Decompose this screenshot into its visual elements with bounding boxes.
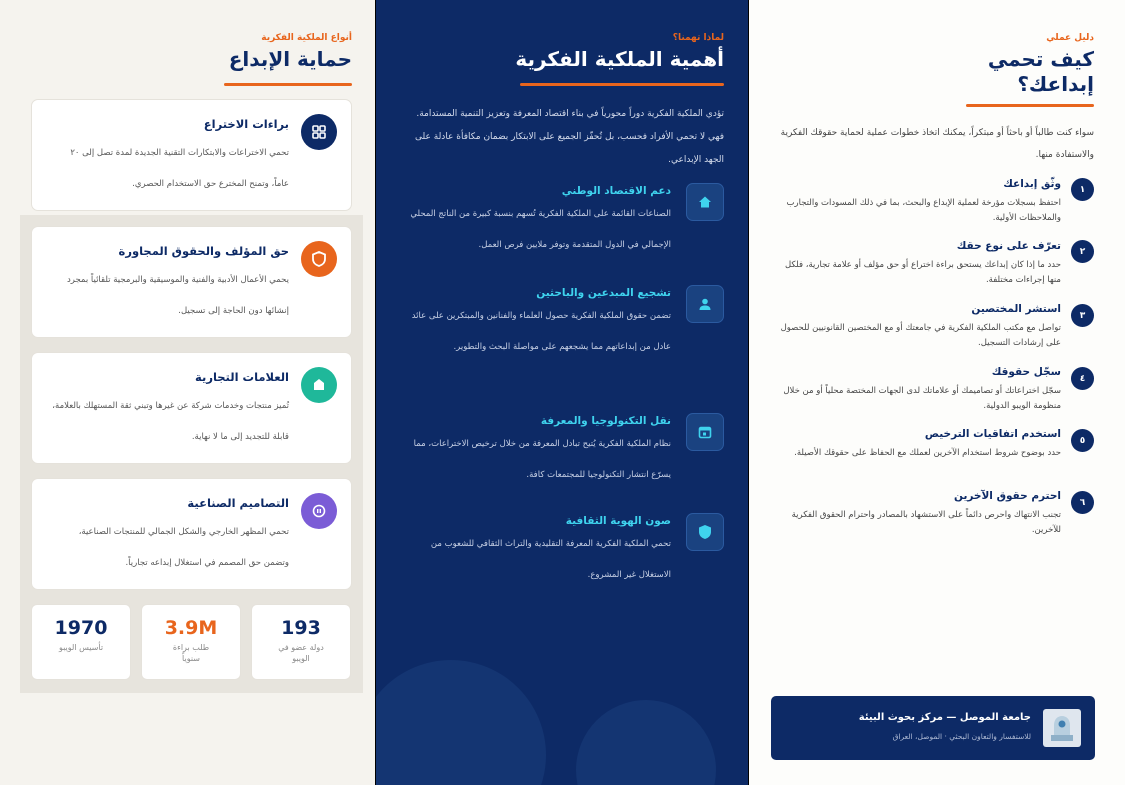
feature-description: نظام الملكية الفكرية يُتيح تبادل المعرفة من خلال ترخيص الاختراعات، مما يسرّع انتشار التكنولوجيا للمجتمعات كافة. bbox=[413, 439, 671, 480]
user-icon bbox=[686, 285, 724, 323]
shield-icon bbox=[686, 513, 724, 551]
left-panel bbox=[0, 0, 375, 785]
card-description: تحمي الاختراعات والابتكارات التقنية الجديدة لمدة تصل إلى ٢٠ عاماً، وتمنح المخترع حق الاستخدام الحصري. bbox=[70, 148, 289, 189]
step-description: حدد ما إذا كان إبداعك يستحق براءة اختراع أو حق مؤلف أو علامة تجارية، فلكل منها إجراءات مختلفة. bbox=[785, 260, 1061, 285]
right-title-line2: إبداعك؟ bbox=[1017, 72, 1094, 96]
university-logo bbox=[1043, 709, 1081, 747]
right-title bbox=[988, 47, 1094, 97]
right-intro: سواء كنت طالباً أو باحثاً أو مبتكراً، يمكنك اتخاذ خطوات عملية لحماية حقوقك الفكرية والاستفادة منها. bbox=[780, 128, 1094, 160]
design-icon bbox=[301, 493, 337, 529]
feature-description: الصناعات القائمة على الملكية الفكرية تُسهم بنسبة كبيرة من الناتج المحلي الإجمالي في الدول المتقدمة وتوفر ملايين فرص العمل. bbox=[410, 209, 671, 250]
card-title: براءات الاختراع bbox=[203, 117, 289, 131]
feature-description: تحمي الملكية الفكرية المعرفة التقليدية والتراث الثقافي للشعوب من الاستغلال غير المشروع. bbox=[430, 539, 671, 580]
shield-icon bbox=[301, 241, 337, 277]
left-kicker: أنواع الملكية الفكرية bbox=[261, 33, 352, 43]
stat-value: 3.9M bbox=[164, 617, 218, 639]
step-title: احترم حقوق الآخرين bbox=[954, 490, 1061, 502]
decorative-circle bbox=[576, 700, 716, 785]
stat-label: تأسيس الويبو bbox=[58, 643, 104, 652]
step-number: ٦ bbox=[1071, 491, 1094, 514]
middle-intro: تؤدي الملكية الفكرية دوراً محورياً في بناء اقتصاد المعرفة وتعزيز التنمية المستدامة. فهي لا تحمي الأفراد فحسب، بل تُحفّز الجميع على الابتكار بضمان مكافأة عادلة على الجهد الإبداعي. bbox=[415, 109, 724, 165]
card-description: يحمي الأعمال الأدبية والفنية والموسيقية والبرمجية تلقائياً بمجرد إنشائها دون الحاجة إلى تسجيل. bbox=[66, 275, 289, 316]
middle-panel bbox=[376, 0, 748, 785]
step-description: تجنب الانتهاك واحرص دائماً على الاستشهاد بالمصادر واحترام الحقوق الفكرية للآخرين. bbox=[791, 510, 1061, 535]
feature-title: صون الهوية الثقافية bbox=[565, 515, 671, 527]
step-number: ٣ bbox=[1071, 304, 1094, 327]
step-title: تعرّف على نوع حقك bbox=[956, 240, 1061, 252]
stat-founded bbox=[31, 604, 131, 680]
step-title: استشر المختصين bbox=[971, 303, 1061, 315]
middle-kicker: لماذا تهمنا؟ bbox=[672, 33, 724, 43]
stat-value: 193 bbox=[281, 617, 321, 639]
card-patents bbox=[31, 99, 352, 211]
footer-contact-box bbox=[771, 696, 1095, 760]
feature-title: دعم الاقتصاد الوطني bbox=[561, 185, 671, 197]
middle-title-underline bbox=[520, 83, 724, 86]
calendar-icon bbox=[686, 413, 724, 451]
card-copyright bbox=[31, 226, 352, 338]
card-industrial-designs bbox=[31, 478, 352, 590]
stat-applications bbox=[141, 604, 241, 680]
stat-label: دولة عضو في الويبو bbox=[278, 643, 324, 663]
card-description: تُميز منتجات وخدمات شركة عن غيرها وتبني ثقة المستهلك بالعلامة، قابلة للتجديد إلى ما لا نهاية. bbox=[52, 401, 289, 442]
stat-value: 1970 bbox=[54, 617, 108, 639]
right-kicker: دليل عملي bbox=[1046, 33, 1094, 43]
card-description: تحمي المظهر الخارجي والشكل الجمالي للمنتجات الصناعية، وتضمن حق المصمم في استغلال إبداعه تجارياً. bbox=[78, 527, 289, 568]
left-title-underline bbox=[224, 83, 352, 86]
step-description: سجّل اختراعاتك أو تصاميمك أو علاماتك لدى الجهات المختصة محلياً أو من خلال منظومة الويبو الدولية. bbox=[783, 386, 1061, 411]
stat-members bbox=[251, 604, 351, 680]
right-title-underline bbox=[966, 104, 1094, 107]
footer-university-name: جامعة الموصل — مركز بحوث البيئة bbox=[858, 712, 1031, 723]
step-description: احتفظ بسجلات مؤرخة لعملية الإبداع والبحث، بما في ذلك المسودات والتجارب والملاحظات الأولية. bbox=[786, 198, 1061, 223]
step-description: تواصل مع مكتب الملكية الفكرية في جامعتك أو مع المختصين القانونيين للحصول على إرشادات التسجيل. bbox=[780, 323, 1061, 348]
decorative-circle bbox=[376, 660, 546, 785]
tag-icon bbox=[301, 367, 337, 403]
step-number: ٢ bbox=[1071, 240, 1094, 263]
home-icon bbox=[686, 183, 724, 221]
step-title: سجّل حقوقك bbox=[991, 366, 1061, 378]
step-title: وثّق إبداعك bbox=[1003, 178, 1061, 190]
step-number: ١ bbox=[1071, 178, 1094, 201]
right-title-line1: كيف تحمي bbox=[987, 47, 1094, 71]
step-number: ٥ bbox=[1071, 429, 1094, 452]
card-title: العلامات التجارية bbox=[195, 370, 289, 384]
card-trademarks bbox=[31, 352, 352, 464]
left-title: حماية الإبداع bbox=[228, 47, 352, 71]
stat-label: طلب براءة سنوياً bbox=[172, 643, 210, 663]
step-title: استخدم اتفاقيات الترخيص bbox=[924, 428, 1061, 440]
feature-title: تشجيع المبدعين والباحثين bbox=[536, 287, 671, 299]
step-description: حدد بوضوح شروط استخدام الآخرين لعملك مع الحفاظ على حقوقك الأصيلة. bbox=[794, 448, 1061, 458]
card-title: التصاميم الصناعية bbox=[187, 496, 289, 510]
footer-subtitle: للاستفسار والتعاون البحثي · الموصل، العراق bbox=[892, 732, 1031, 741]
feature-title: نقل التكنولوجيا والمعرفة bbox=[540, 415, 671, 427]
grid-icon bbox=[301, 114, 337, 150]
card-title: حق المؤلف والحقوق المجاورة bbox=[118, 244, 289, 258]
right-panel bbox=[749, 0, 1125, 785]
step-number: ٤ bbox=[1071, 367, 1094, 390]
feature-description: تضمن حقوق الملكية الفكرية حصول العلماء والفنانين والمبتكرين على عائد عادل من إبداعاتهم مما يشجعهم على مواصلة البحث والتطوير. bbox=[411, 311, 671, 352]
middle-title: أهمية الملكية الفكرية bbox=[515, 47, 724, 71]
